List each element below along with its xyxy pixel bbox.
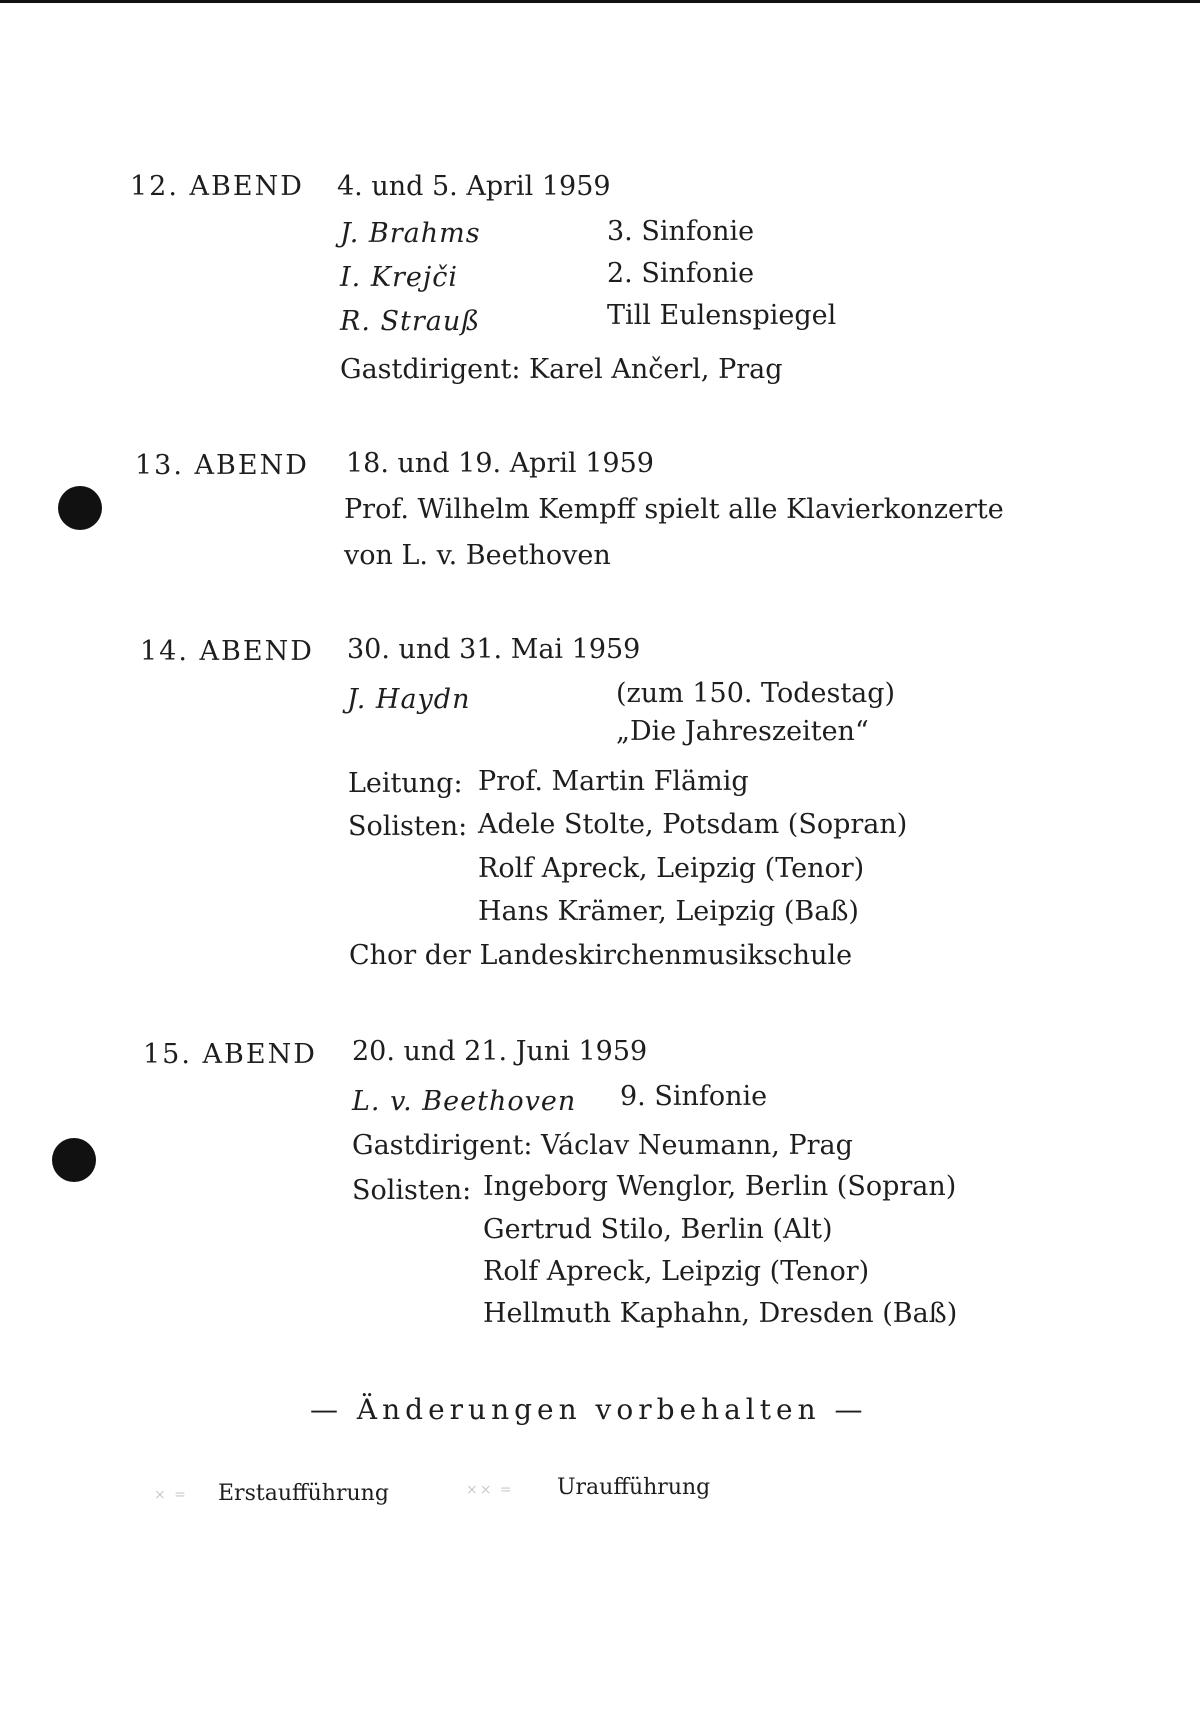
event-label: 14. ABEND [140,636,314,667]
punch-hole-icon [52,1138,96,1182]
event-line: von L. v. Beethoven [344,540,611,571]
event-label: 12. ABEND [130,171,304,202]
composer: J. Brahms [340,218,481,249]
soloist: Rolf Apreck, Leipzig (Tenor) [483,1256,870,1287]
event-date: 30. und 31. Mai 1959 [347,634,641,665]
conductor: Gastdirigent: Karel Ančerl, Prag [340,354,783,385]
soloist: Rolf Apreck, Leipzig (Tenor) [478,853,865,884]
conductor: Gastdirigent: Václav Neumann, Prag [352,1130,853,1161]
event-date: 18. und 19. April 1959 [346,448,654,479]
legend-text: Erstaufführung [218,1481,389,1506]
soloist: Gertrud Stilo, Berlin (Alt) [483,1214,833,1245]
composer: J. Haydn [347,684,471,715]
soloist: Hellmuth Kaphahn, Dresden (Baß) [483,1298,958,1329]
work-note: (zum 150. Todestag) [616,678,896,709]
changes-notice: — Änderungen vorbehalten — [310,1393,868,1426]
legend-mark: × = [154,1487,188,1503]
leitung-label: Leitung: [348,768,463,799]
soloist: Hans Krämer, Leipzig (Baß) [478,896,859,927]
work-title: „Die Jahreszeiten“ [616,716,869,747]
leitung-name: Prof. Martin Flämig [478,766,749,797]
event-label: 15. ABEND [143,1039,317,1070]
solisten-label: Solisten: [348,811,468,842]
scan-top-edge [0,0,1200,3]
event-label: 13. ABEND [135,450,309,481]
work-title: 9. Sinfonie [620,1081,768,1112]
composer: R. Strauß [340,306,481,337]
legend-mark: ×× = [466,1482,514,1498]
work-title: 2. Sinfonie [607,258,755,289]
legend-text: Uraufführung [557,1475,711,1500]
work-title: Till Eulenspiegel [607,300,837,331]
soloist: Ingeborg Wenglor, Berlin (Sopran) [483,1171,957,1202]
soloist: Adele Stolte, Potsdam (Sopran) [478,809,908,840]
solisten-label: Solisten: [352,1175,472,1206]
composer: L. v. Beethoven [352,1086,577,1117]
chor: Chor der Landeskirchenmusikschule [349,940,853,971]
event-line: Prof. Wilhelm Kempff spielt alle Klavierkonzerte [344,494,1004,525]
event-date: 20. und 21. Juni 1959 [352,1036,648,1067]
work-title: 3. Sinfonie [607,216,755,247]
composer: I. Krejči [340,262,459,293]
punch-hole-icon [58,486,102,530]
event-date: 4. und 5. April 1959 [337,171,611,202]
